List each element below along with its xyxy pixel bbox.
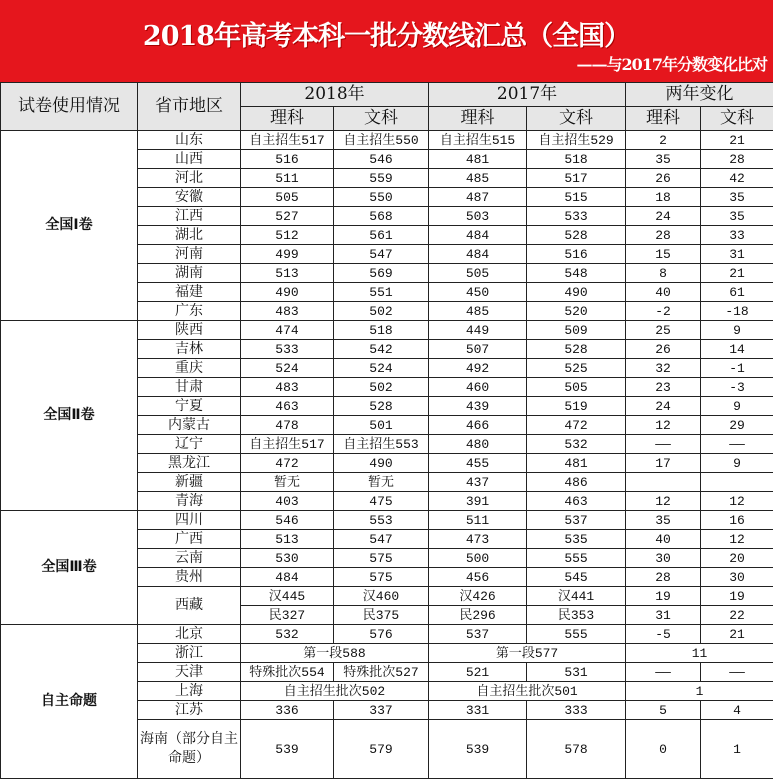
exam-type-cell: 全国Ⅲ卷	[1, 511, 138, 625]
change-science: 31	[626, 606, 701, 625]
score-2017-science: 331	[429, 701, 527, 720]
score-2017-science: 439	[429, 397, 527, 416]
score-2017-science: 539	[429, 720, 527, 779]
change-science: 30	[626, 549, 701, 568]
change-arts: 21	[701, 131, 773, 150]
score-2018-arts: 575	[334, 568, 429, 587]
score-2018-science: 505	[241, 188, 334, 207]
score-2017-science: 484	[429, 226, 527, 245]
change-science: -5	[626, 625, 701, 644]
table-row	[1, 321, 773, 340]
score-2017-arts: 509	[527, 321, 626, 340]
change-science: 24	[626, 397, 701, 416]
score-2018-science: 民327	[241, 606, 334, 625]
score-2017-science: 自主招生515	[429, 131, 527, 150]
change-science: 35	[626, 511, 701, 530]
change-arts: 9	[701, 454, 773, 473]
change-arts: 33	[701, 226, 773, 245]
score-2018-arts: 501	[334, 416, 429, 435]
change-arts: 4	[701, 701, 773, 720]
score-2018-science: 474	[241, 321, 334, 340]
region-cell: 甘肃	[138, 378, 241, 397]
score-2017-science: 450	[429, 283, 527, 302]
score-2018-arts: 575	[334, 549, 429, 568]
merged-score-cell: 自主招生批次501	[429, 682, 626, 701]
header-2018-science: 理科	[241, 107, 334, 131]
region-cell: 宁夏	[138, 397, 241, 416]
change-arts	[701, 473, 773, 492]
region-cell: 吉林	[138, 340, 241, 359]
change-arts: 31	[701, 245, 773, 264]
header-region: 省市地区	[138, 83, 241, 131]
change-science: ——	[626, 663, 701, 682]
score-2018-science: 539	[241, 720, 334, 779]
score-2017-arts: 555	[527, 625, 626, 644]
change-arts: 61	[701, 283, 773, 302]
change-arts: ——	[701, 663, 773, 682]
change-arts: 12	[701, 530, 773, 549]
change-arts: 42	[701, 169, 773, 188]
score-2018-arts: 518	[334, 321, 429, 340]
score-2017-arts: 531	[527, 663, 626, 682]
score-2018-arts: 自主招生550	[334, 131, 429, 150]
score-2018-arts: 576	[334, 625, 429, 644]
change-science: 17	[626, 454, 701, 473]
change-arts: 19	[701, 587, 773, 606]
change-arts: 12	[701, 492, 773, 511]
page-subtitle: ——与2017年分数变化比对	[576, 55, 767, 74]
change-science: 40	[626, 283, 701, 302]
change-science: 19	[626, 587, 701, 606]
merged-score-cell: 11	[626, 644, 773, 663]
score-2017-science: 391	[429, 492, 527, 511]
change-arts: -18	[701, 302, 773, 321]
region-cell: 北京	[138, 625, 241, 644]
score-2018-arts: 524	[334, 359, 429, 378]
region-cell: 江西	[138, 207, 241, 226]
region-cell: 湖南	[138, 264, 241, 283]
score-2017-science: 民296	[429, 606, 527, 625]
score-2018-science: 516	[241, 150, 334, 169]
score-2017-science: 485	[429, 302, 527, 321]
merged-score-cell: 第一段577	[429, 644, 626, 663]
change-arts: 14	[701, 340, 773, 359]
title-banner	[0, 0, 773, 82]
score-2017-science: 521	[429, 663, 527, 682]
region-cell: 黑龙江	[138, 454, 241, 473]
region-cell: 青海	[138, 492, 241, 511]
change-arts: 21	[701, 264, 773, 283]
score-2017-arts: 537	[527, 511, 626, 530]
score-2017-arts: 578	[527, 720, 626, 779]
score-2017-science: 473	[429, 530, 527, 549]
region-cell: 河南	[138, 245, 241, 264]
change-science: 8	[626, 264, 701, 283]
header-change-arts: 文科	[701, 107, 773, 131]
score-2018-science: 336	[241, 701, 334, 720]
score-2018-science: 524	[241, 359, 334, 378]
table-body	[1, 131, 773, 779]
change-arts: 30	[701, 568, 773, 587]
change-arts: 9	[701, 321, 773, 340]
score-2018-science: 513	[241, 264, 334, 283]
header-2018-arts: 文科	[334, 107, 429, 131]
score-2017-arts: 535	[527, 530, 626, 549]
region-cell: 河北	[138, 169, 241, 188]
change-science: ——	[626, 435, 701, 454]
region-cell: 广东	[138, 302, 241, 321]
score-2017-arts: 333	[527, 701, 626, 720]
score-2017-science: 507	[429, 340, 527, 359]
region-cell: 辽宁	[138, 435, 241, 454]
change-arts: 29	[701, 416, 773, 435]
score-2018-science: 483	[241, 378, 334, 397]
score-2018-science: 暂无	[241, 473, 334, 492]
score-2017-arts: 525	[527, 359, 626, 378]
region-cell: 新疆	[138, 473, 241, 492]
change-arts: 1	[701, 720, 773, 779]
header-change: 两年变化	[626, 83, 773, 107]
score-2018-arts: 553	[334, 511, 429, 530]
score-2018-arts: 自主招生553	[334, 435, 429, 454]
score-2018-science: 478	[241, 416, 334, 435]
score-2018-science: 532	[241, 625, 334, 644]
score-2017-arts: 472	[527, 416, 626, 435]
score-2017-science: 460	[429, 378, 527, 397]
score-2018-science: 484	[241, 568, 334, 587]
region-cell: 西藏	[138, 587, 241, 625]
region-cell: 浙江	[138, 644, 241, 663]
change-science: 0	[626, 720, 701, 779]
score-2018-arts: 475	[334, 492, 429, 511]
score-2018-arts: 337	[334, 701, 429, 720]
score-2018-science: 530	[241, 549, 334, 568]
score-2017-arts: 481	[527, 454, 626, 473]
score-2017-arts: 516	[527, 245, 626, 264]
score-2017-science: 466	[429, 416, 527, 435]
score-2018-science: 483	[241, 302, 334, 321]
score-2017-arts: 517	[527, 169, 626, 188]
change-science: 26	[626, 340, 701, 359]
score-2017-arts: 民353	[527, 606, 626, 625]
score-2018-science: 546	[241, 511, 334, 530]
change-arts: 35	[701, 188, 773, 207]
score-2018-arts: 559	[334, 169, 429, 188]
score-2017-arts: 自主招生529	[527, 131, 626, 150]
region-cell: 广西	[138, 530, 241, 549]
change-arts: 16	[701, 511, 773, 530]
change-science: 5	[626, 701, 701, 720]
score-2018-science: 463	[241, 397, 334, 416]
score-2018-science: 513	[241, 530, 334, 549]
change-arts: 28	[701, 150, 773, 169]
score-2018-science: 汉445	[241, 587, 334, 606]
score-2018-arts: 568	[334, 207, 429, 226]
score-2018-arts: 547	[334, 530, 429, 549]
score-2018-science: 自主招生517	[241, 131, 334, 150]
change-science	[626, 473, 701, 492]
score-2017-science: 511	[429, 511, 527, 530]
change-science: 28	[626, 226, 701, 245]
score-2018-arts: 汉460	[334, 587, 429, 606]
change-science: 24	[626, 207, 701, 226]
score-2018-science: 特殊批次554	[241, 663, 334, 682]
score-2017-science: 437	[429, 473, 527, 492]
score-2018-arts: 502	[334, 302, 429, 321]
change-science: 26	[626, 169, 701, 188]
exam-type-cell: 全国Ⅱ卷	[1, 321, 138, 511]
region-cell: 山西	[138, 150, 241, 169]
region-cell: 贵州	[138, 568, 241, 587]
header-change-science: 理科	[626, 107, 701, 131]
score-2018-arts: 民375	[334, 606, 429, 625]
change-arts: -3	[701, 378, 773, 397]
score-2017-science: 456	[429, 568, 527, 587]
change-science: -2	[626, 302, 701, 321]
score-2018-science: 490	[241, 283, 334, 302]
table-row	[1, 511, 773, 530]
score-2017-arts: 528	[527, 340, 626, 359]
region-cell: 江苏	[138, 701, 241, 720]
region-cell: 重庆	[138, 359, 241, 378]
score-2017-arts: 548	[527, 264, 626, 283]
header-2017: 2017年	[429, 83, 626, 107]
region-cell: 湖北	[138, 226, 241, 245]
score-2018-arts: 490	[334, 454, 429, 473]
change-arts: 35	[701, 207, 773, 226]
score-2018-arts: 542	[334, 340, 429, 359]
score-2017-science: 449	[429, 321, 527, 340]
change-arts: ——	[701, 435, 773, 454]
region-cell: 天津	[138, 663, 241, 682]
merged-score-cell: 第一段588	[241, 644, 429, 663]
score-2018-science: 527	[241, 207, 334, 226]
region-cell: 福建	[138, 283, 241, 302]
merged-score-cell: 1	[626, 682, 773, 701]
score-2018-science: 自主招生517	[241, 435, 334, 454]
header-2017-science: 理科	[429, 107, 527, 131]
score-table	[0, 82, 773, 779]
change-science: 12	[626, 492, 701, 511]
change-arts: 21	[701, 625, 773, 644]
region-cell: 四川	[138, 511, 241, 530]
score-2017-arts: 515	[527, 188, 626, 207]
score-2018-arts: 551	[334, 283, 429, 302]
change-arts: -1	[701, 359, 773, 378]
region-cell: 海南（部分自主命题）	[138, 720, 241, 779]
score-2017-arts: 528	[527, 226, 626, 245]
score-2018-arts: 561	[334, 226, 429, 245]
score-2017-science: 汉426	[429, 587, 527, 606]
exam-type-cell: 全国Ⅰ卷	[1, 131, 138, 321]
score-2018-science: 512	[241, 226, 334, 245]
region-cell: 陕西	[138, 321, 241, 340]
region-cell: 云南	[138, 549, 241, 568]
score-2017-science: 505	[429, 264, 527, 283]
score-2017-arts: 545	[527, 568, 626, 587]
score-2017-arts: 490	[527, 283, 626, 302]
score-2018-arts: 暂无	[334, 473, 429, 492]
score-2017-arts: 463	[527, 492, 626, 511]
score-2018-science: 472	[241, 454, 334, 473]
score-2017-science: 480	[429, 435, 527, 454]
score-2018-science: 499	[241, 245, 334, 264]
score-2017-science: 481	[429, 150, 527, 169]
region-cell: 山东	[138, 131, 241, 150]
change-science: 2	[626, 131, 701, 150]
score-2018-science: 403	[241, 492, 334, 511]
score-2017-science: 455	[429, 454, 527, 473]
score-2018-arts: 546	[334, 150, 429, 169]
region-cell: 安徽	[138, 188, 241, 207]
region-cell: 上海	[138, 682, 241, 701]
score-2017-science: 537	[429, 625, 527, 644]
change-arts: 20	[701, 549, 773, 568]
change-science: 23	[626, 378, 701, 397]
table-row	[1, 625, 773, 644]
change-science: 18	[626, 188, 701, 207]
score-2017-arts: 533	[527, 207, 626, 226]
score-2017-science: 484	[429, 245, 527, 264]
header-exam-type: 试卷使用情况	[1, 83, 138, 131]
change-arts: 22	[701, 606, 773, 625]
score-2018-arts: 528	[334, 397, 429, 416]
merged-score-cell: 自主招生批次502	[241, 682, 429, 701]
page-title: 2018年高考本科一批分数线汇总（全国）	[142, 21, 631, 52]
score-2017-arts: 518	[527, 150, 626, 169]
change-science: 35	[626, 150, 701, 169]
score-2017-arts: 532	[527, 435, 626, 454]
score-2018-arts: 550	[334, 188, 429, 207]
score-2017-arts: 505	[527, 378, 626, 397]
score-2018-arts: 547	[334, 245, 429, 264]
score-2017-arts: 486	[527, 473, 626, 492]
score-2017-science: 487	[429, 188, 527, 207]
exam-type-cell: 自主命题	[1, 625, 138, 779]
header-2018: 2018年	[241, 83, 429, 107]
change-science: 28	[626, 568, 701, 587]
header-2017-arts: 文科	[527, 107, 626, 131]
score-2018-arts: 569	[334, 264, 429, 283]
change-science: 12	[626, 416, 701, 435]
change-science: 25	[626, 321, 701, 340]
region-cell: 内蒙古	[138, 416, 241, 435]
score-2017-arts: 汉441	[527, 587, 626, 606]
score-2018-arts: 特殊批次527	[334, 663, 429, 682]
score-2018-science: 533	[241, 340, 334, 359]
score-2018-arts: 502	[334, 378, 429, 397]
score-2017-arts: 519	[527, 397, 626, 416]
change-science: 40	[626, 530, 701, 549]
score-2017-science: 500	[429, 549, 527, 568]
score-2017-arts: 520	[527, 302, 626, 321]
change-arts: 9	[701, 397, 773, 416]
score-2017-arts: 555	[527, 549, 626, 568]
score-2018-arts: 579	[334, 720, 429, 779]
score-2017-science: 485	[429, 169, 527, 188]
change-science: 32	[626, 359, 701, 378]
score-2017-science: 503	[429, 207, 527, 226]
table-row	[1, 131, 773, 150]
score-2018-science: 511	[241, 169, 334, 188]
score-2017-science: 492	[429, 359, 527, 378]
change-science: 15	[626, 245, 701, 264]
